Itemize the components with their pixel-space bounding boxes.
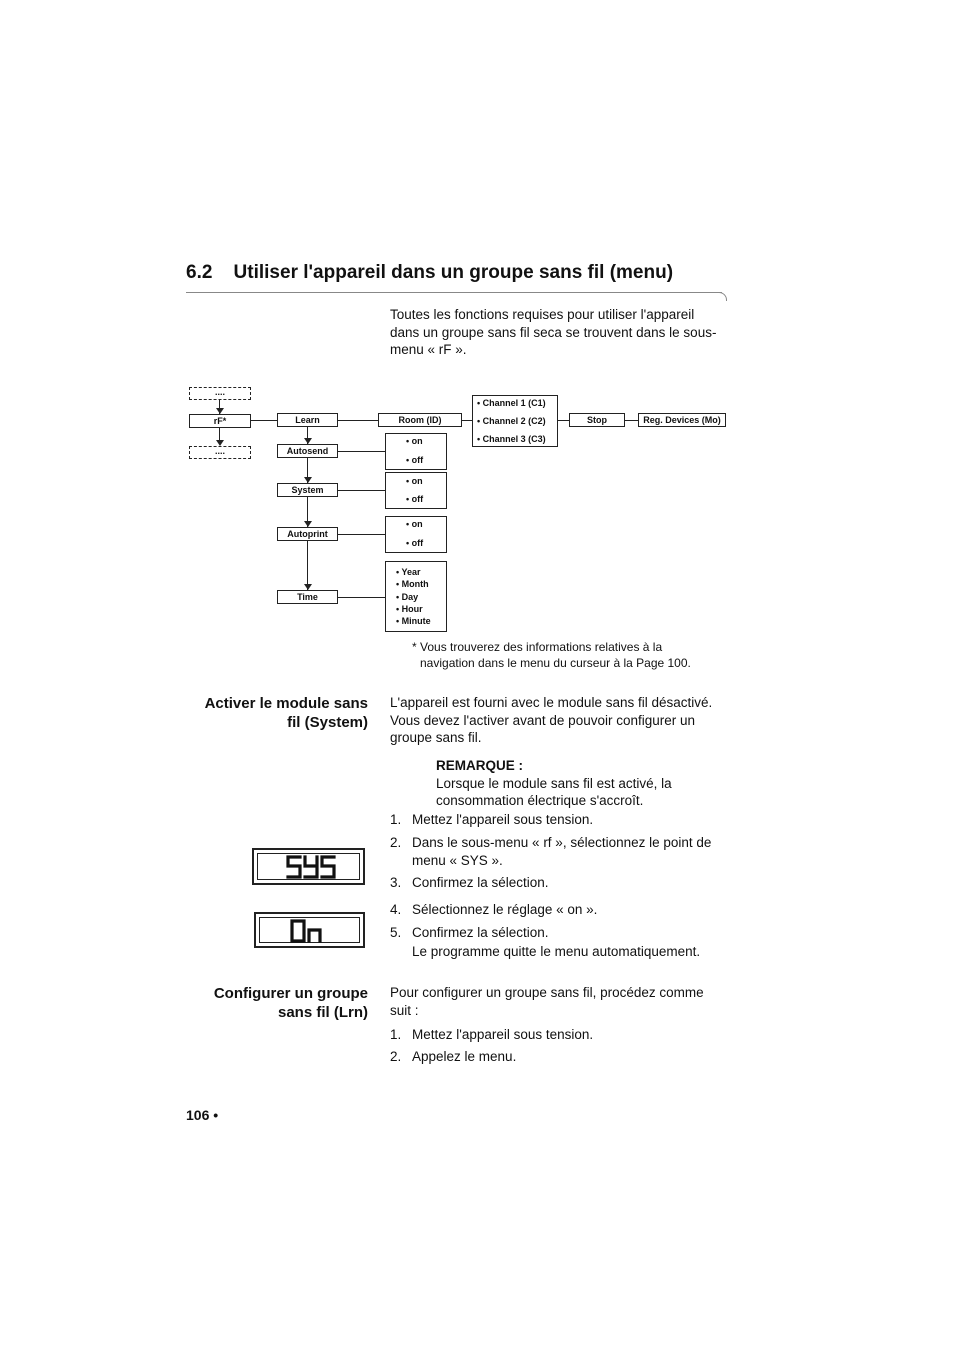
- reg-devices-box: [638, 413, 726, 427]
- system-options: [385, 472, 447, 509]
- channel-item: • Channel 2 (C2): [477, 416, 546, 426]
- time-option: • Minute: [396, 616, 431, 626]
- intro-line: dans un groupe sans fil seca se trouvent dans le sous-: [390, 324, 717, 340]
- connector: [625, 420, 638, 421]
- intro-line: menu « rF ».: [390, 342, 467, 357]
- menu-learn-label: Learn: [295, 415, 320, 425]
- step-text: Confirmez la sélection.: [412, 875, 549, 890]
- menu-system: [277, 483, 338, 497]
- option-on: • on: [406, 436, 423, 446]
- step-number: 1.: [390, 1027, 402, 1042]
- lcd-sys-glyphs: [284, 854, 340, 880]
- intro-line: Toutes les fonctions requises pour utiliser l'appareil: [390, 307, 695, 322]
- step-text: Mettez l'appareil sous tension.: [412, 1027, 594, 1042]
- note-block: [436, 757, 672, 810]
- step-text: Appelez le menu.: [412, 1049, 517, 1064]
- arrow-head: [216, 440, 224, 446]
- menu-autoprint-label: Autoprint: [287, 529, 328, 539]
- time-option: • Month: [396, 579, 429, 589]
- arrow-head: [304, 438, 312, 444]
- dots-top-label: ....: [214, 387, 225, 397]
- body-line: L'appareil est fourni avec le module sans fil désactivé.: [390, 695, 713, 710]
- room-id-label: Room (ID): [398, 415, 442, 425]
- note-title: REMARQUE :: [436, 758, 523, 773]
- connector: [307, 541, 308, 590]
- menu-system-label: System: [291, 485, 324, 495]
- system-side-heading: [205, 694, 368, 732]
- channel-item: • Channel 1 (C1): [477, 398, 546, 408]
- side-heading-line: fil (System): [287, 714, 368, 731]
- section-title: Utiliser l'appareil dans un groupe sans fil (menu): [233, 262, 674, 283]
- step-number: 1.: [390, 812, 402, 827]
- menu-learn: [277, 413, 338, 427]
- step-text: Sélectionnez le réglage « on ».: [412, 902, 598, 917]
- step-number: 5.: [390, 925, 402, 940]
- connector: [338, 597, 385, 598]
- footnote: [420, 639, 691, 671]
- group-side-heading: [214, 984, 368, 1022]
- connector: [558, 420, 569, 421]
- side-heading-line: Configurer un groupe: [213, 985, 368, 1002]
- autoprint-options: [385, 516, 447, 553]
- time-option: • Day: [396, 592, 419, 602]
- autosend-options: [385, 433, 447, 470]
- dots-top-box: [189, 387, 251, 400]
- system-body: [390, 694, 712, 747]
- body-line: groupe sans fil.: [390, 730, 482, 745]
- menu-autosend: [277, 444, 338, 458]
- connector: [338, 451, 385, 452]
- arrow-head: [304, 477, 312, 483]
- body-line: Vous devez l'activer avant de pouvoir configurer un: [390, 712, 696, 728]
- option-on: • on: [406, 476, 423, 486]
- option-off: • off: [406, 455, 424, 465]
- step-text: [412, 834, 711, 869]
- connector: [338, 420, 378, 421]
- lcd-display-sys: [252, 848, 365, 885]
- step-number: 2.: [390, 1049, 402, 1064]
- side-heading-line: sans fil (Lrn): [277, 1004, 368, 1021]
- dots-bottom-label: ....: [214, 446, 225, 456]
- step-text-line: Le programme quitte le menu automatiquement.: [412, 943, 701, 959]
- note-line: Lorsque le module sans fil est activé, la: [436, 775, 672, 791]
- step-number: 3.: [390, 875, 402, 890]
- menu-time-label: Time: [297, 592, 318, 602]
- room-id-box: [378, 413, 462, 427]
- step-text-line: Dans le sous-menu « rf », sélectionnez le point de: [412, 835, 712, 850]
- menu-autoprint: [277, 527, 338, 541]
- stop-box: [569, 413, 625, 427]
- note-line: consommation électrique s'accroît.: [436, 793, 644, 808]
- step-text-line: Confirmez la sélection.: [412, 925, 549, 940]
- step-number: 4.: [390, 902, 402, 917]
- section-number: 6.2: [186, 262, 213, 283]
- rf-label: rF*: [213, 416, 227, 426]
- step-text-line: menu « SYS ».: [412, 852, 503, 868]
- option-off: • off: [406, 538, 424, 548]
- footnote-mark: *: [412, 640, 417, 654]
- arrow-head: [304, 521, 312, 527]
- step-text: [412, 924, 700, 960]
- time-option: • Year: [396, 567, 421, 577]
- body-line: Pour configurer un groupe sans fil, procédez comme: [390, 985, 704, 1000]
- arrow-head: [304, 584, 312, 590]
- page-number: 106 •: [186, 1107, 219, 1123]
- connector: [462, 420, 472, 421]
- reg-devices-label: Reg. Devices (Mo): [643, 415, 721, 425]
- time-options: [385, 561, 447, 632]
- step-number: 2.: [390, 835, 402, 850]
- connector: [251, 420, 277, 421]
- connector: [338, 490, 385, 491]
- footnote-line: navigation dans le menu du curseur à la Page 100.: [420, 656, 691, 670]
- lcd-on-glyphs: [288, 918, 328, 944]
- menu-autosend-label: Autosend: [286, 446, 329, 456]
- step-text: Mettez l'appareil sous tension.: [412, 812, 594, 827]
- dots-bottom-box: [189, 446, 251, 459]
- rf-box: [189, 414, 251, 428]
- stop-label: Stop: [587, 415, 607, 425]
- lcd-display-on: [254, 912, 365, 948]
- option-on: • on: [406, 519, 423, 529]
- footnote-line: Vous trouverez des informations relatives à la: [420, 640, 663, 654]
- channel-list: [472, 395, 558, 447]
- connector: [338, 534, 385, 535]
- group-body: [390, 984, 704, 1019]
- channel-item: • Channel 3 (C3): [477, 434, 546, 444]
- menu-time: [277, 590, 338, 604]
- option-off: • off: [406, 494, 424, 504]
- body-line: suit :: [390, 1002, 419, 1018]
- time-option: • Hour: [396, 604, 423, 614]
- side-heading-line: Activer le module sans: [204, 695, 368, 712]
